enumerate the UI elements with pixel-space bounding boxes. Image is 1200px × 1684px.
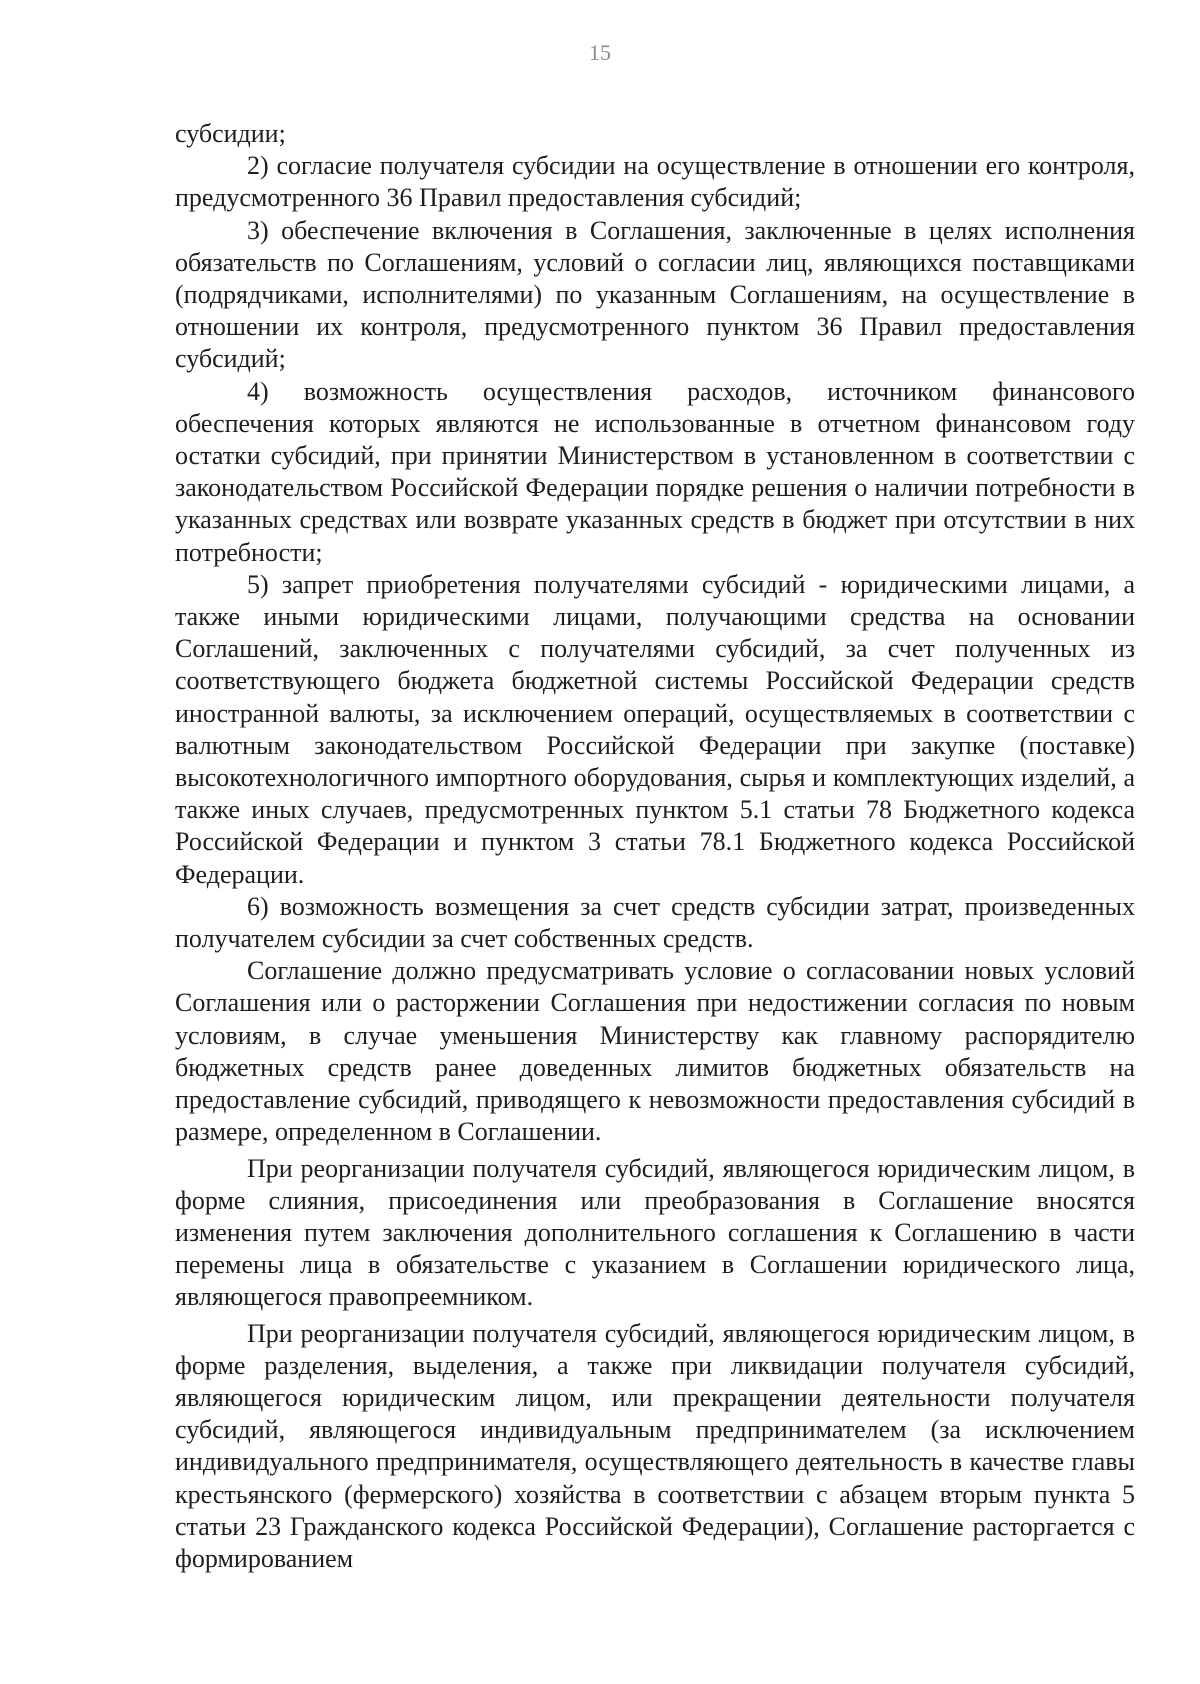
document-body xyxy=(175,118,1135,1575)
paragraph-1-continuation: субсидии; xyxy=(175,119,286,148)
paragraph-item-2: 2) согласие получателя субсидии на осуществление в отношении его контроля, предусмотренного 36 Правил предоставления субсидий; xyxy=(175,151,1135,213)
paragraph-item-3: 3) обеспечение включения в Соглашения, заключенные в целях исполнения обязательств по Соглашениям, условий о согласии лиц, являющихся поставщиками (подрядчиками, исполнителями) по указанным Соглашениям, на осуществление в отношении их контроля, предусмотренного пунктом 36 Правил предоставления субсидий; xyxy=(175,215,1135,374)
paragraph-item-4: 4) возможность осуществления расходов, источником финансового обеспечения которых являются не использованные в отчетном финансовом году остатки субсидий, при принятии Министерством в установленном в соответствии с законодательством Российской Федерации порядке решения о наличии потребности в указанных средствах или возврате указанных средств в бюджет при отсутствии в них потребности; xyxy=(175,376,1135,567)
page-number: 15 xyxy=(589,40,611,65)
paragraph-reorganization-merger: При реорганизации получателя субсидий, являющегося юридическим лицом, в форме слияния, присоединения или преобразования в Соглашение вносятся изменения путем заключения дополнительного соглашения к Соглашению в части перемены лица в обязательстве с указанием в Соглашении юридического лица, являющегося правопреемником. xyxy=(175,1153,1135,1312)
paragraph-item-6: 6) возможность возмещения за счет средств субсидии затрат, произведенных получателем субсидии за счет собственных средств. xyxy=(175,891,1135,954)
paragraph-agreement-conditions: Соглашение должно предусматривать условие о согласовании новых условий Соглашения или о расторжении Соглашения при недостижении согласия по новым условиям, в случае уменьшения Министерству как главному распорядителю бюджетных средств ранее доведенных лимитов бюджетных обязательств на предоставление субсидий, приводящего к невозможности предоставления субсидий в размере, определенном в Соглашении. xyxy=(175,956,1135,1147)
paragraph-item-5: 5) запрет приобретения получателями субсидий - юридическими лицами, а также иными юридическими лицами, получающими средства на основании Соглашений, заключенных с получателями субсидий, за счет полученных из соответствующего бюджета бюджетной системы Российской Федерации средств иностранной валюты, за исключением операций, осуществляемых в соответствии с валютным законодательством Российской Федерации при закупке (поставке) высокотехнологичного импортного оборудования, сырья и комплектующих изделий, а также иных случаев, предусмотренных пунктом 5.1 статьи 78 Бюджетного кодекса Российской Федерации и пунктом 3 статьи 78.1 Бюджетного кодекса Российской Федерации. xyxy=(175,569,1135,889)
paragraph-reorganization-division: При реорганизации получателя субсидий, являющегося юридическим лицом, в форме разделения, выделения, а также при ликвидации получателя субсидий, являющегося юридическим лицом, или прекращении деятельности получателя субсидий, являющегося индивидуальным предпринимателем (за исключением индивидуального предпринимателя, осуществляющего деятельность в качестве главы крестьянского (фермерского) хозяйства в соответствии с абзацем вторым пункта 5 статьи 23 Гражданского кодекса Российской Федерации), Соглашение расторгается с формированием xyxy=(175,1318,1135,1573)
